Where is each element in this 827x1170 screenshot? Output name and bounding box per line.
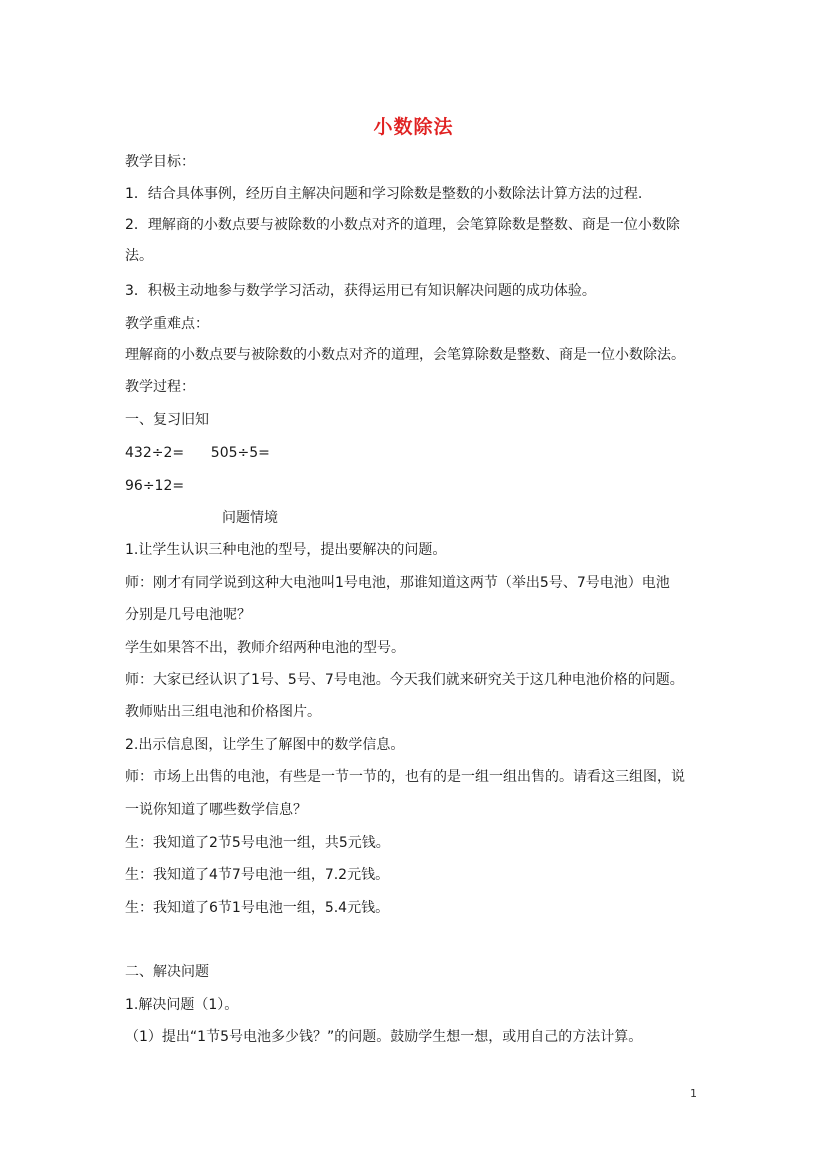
text-line-review-exercises-2: 96÷12= (125, 478, 185, 494)
text-line-objective-3: 3．积极主动地参与数学学习活动，获得运用已有知识解决问题的成功体验。 (125, 283, 596, 299)
text-line-objectives-heading: 教学目标： (125, 154, 195, 170)
text-line-teacher-posts: 教师贴出三组电池和价格图片。 (125, 704, 321, 720)
text-line-student-answer-2: 生：我知道了4节7号电池一组，7.2元钱。 (125, 867, 390, 883)
text-line-difficulty-heading: 教学重难点： (125, 316, 209, 332)
text-line-teacher-3: 师：市场上出售的电池，有些是一节一节的，也有的是一组一组出售的。请看这三组图，说 (125, 769, 685, 785)
text-line-step-1: 1.让学生认识三种电池的型号，提出要解决的问题。 (125, 542, 447, 558)
text-line-step-2: 2.出示信息图，让学生了解图中的数学信息。 (125, 737, 405, 753)
text-line-student-answer-1: 生：我知道了2节5号电池一组，共5元钱。 (125, 835, 390, 851)
text-line-difficulty: 理解商的小数点要与被除数的小数点对齐的道理，会笔算除数是整数、商是一位小数除法。 (125, 347, 685, 363)
text-line-objective-2-cont: 法。 (125, 248, 153, 264)
text-line-section-2-heading: 二、解决问题 (125, 964, 209, 980)
text-line-solve-1-sub: （1）提出“1节5号电池多少钱？”的问题。鼓励学生想一想，或用自己的方法计算。 (125, 1029, 643, 1045)
text-line-objective-1: 1．结合具体事例，经历自主解决问题和学习除数是整数的小数除法计算方法的过程. (125, 186, 643, 202)
text-line-section-1-heading: 一、复习旧知 (125, 412, 209, 428)
text-line-student-answer-3: 生：我知道了6节1号电池一组，5.4元钱。 (125, 900, 390, 916)
text-line-teacher-1-cont: 分别是几号电池呢？ (125, 607, 251, 623)
text-line-solve-1: 1.解决问题（1）。 (125, 997, 239, 1013)
text-line-review-exercises-1: 432÷2= 505÷5= (125, 445, 270, 461)
text-line-student-note: 学生如果答不出，教师介绍两种电池的型号。 (125, 640, 405, 656)
text-line-problem-context: 问题情境 (222, 510, 278, 526)
page-number: 1 (690, 1087, 697, 1100)
text-line-teacher-1: 师：刚才有同学说到这种大电池叫1号电池，那谁知道这两节（举出5号、7号电池）电池 (125, 575, 670, 591)
text-line-process-heading: 教学过程： (125, 379, 195, 395)
text-line-objective-2: 2．理解商的小数点要与被除数的小数点对齐的道理，会笔算除数是整数、商是一位小数除 (125, 217, 680, 233)
document-title: 小数除法 (373, 116, 454, 138)
text-line-teacher-2: 师：大家已经认识了1号、5号、7号电池。今天我们就来研究关于这几种电池价格的问题。 (125, 672, 684, 688)
text-line-teacher-3-cont: 一说你知道了哪些数学信息？ (125, 802, 307, 818)
